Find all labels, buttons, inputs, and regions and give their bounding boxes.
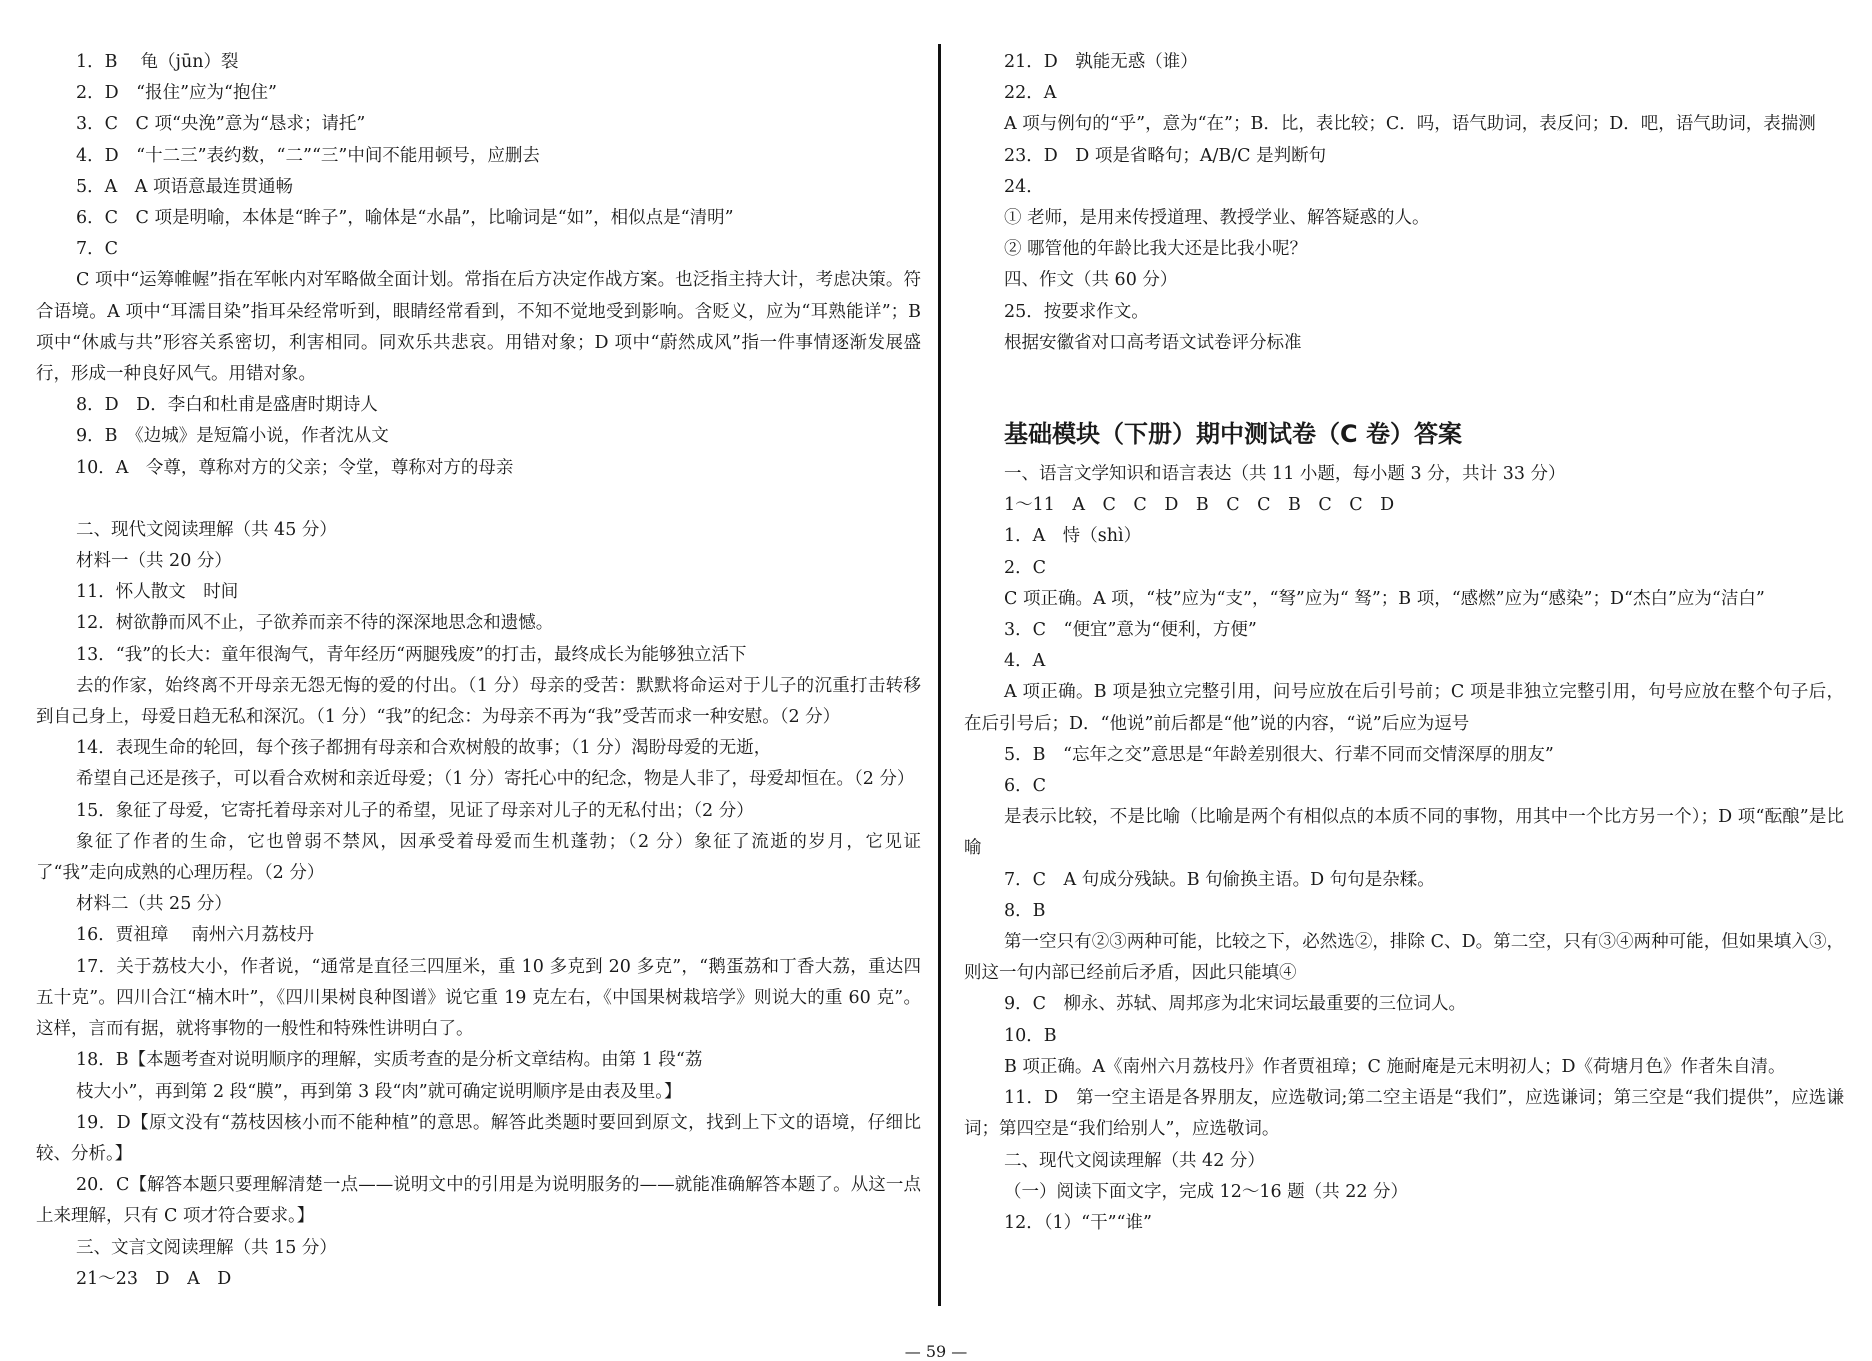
answer-line: 6．C C 项是明喻，本体是“眸子”，喻体是“水晶”，比喻词是“如”，相似点是“清明” <box>76 208 734 229</box>
answer-paragraph: A 项与例句的“乎”，意为“在”；B．比，表比较；C．吗，语气助词，表反问；D．吧，语气助词，表揣测 <box>1004 114 1816 135</box>
answer-line: 12．（1）“干”“谁” <box>1004 1212 1152 1233</box>
answer-line: 枝大小”，再到第 2 段“膜”，再到第 3 段“肉”就可确定说明顺序是由表及里。】 <box>76 1081 682 1102</box>
answer-line: （一）阅读下面文字，完成 12～16 题（共 22 分） <box>1004 1181 1409 1202</box>
answer-paragraph: 第一空只有②③两种可能，比较之下，必然选②，排除 C、D。第二空，只有③④两种可能，但如果填入③，则这一句内部已经前后矛盾，因此只能填④ <box>964 932 1844 984</box>
answer-line: 4．A <box>1004 651 1046 672</box>
answer-paragraph: C 项正确。A 项，“枝”应为“支”，“弩”应为“ 驽”；B 项，“感燃”应为“感染”；D“杰白”应为“洁白” <box>1004 588 1765 609</box>
answer-line: 二、现代文阅读理解（共 45 分） <box>76 519 337 540</box>
left-column <box>36 47 921 1295</box>
answer-line: 1．B 龟（jūn）裂 <box>76 52 239 72</box>
spacer <box>964 359 1844 417</box>
answer-line: 根据安徽省对口高考语文试卷评分标准 <box>1004 332 1302 353</box>
answer-line: 11．怀人散文 时间 <box>76 582 239 603</box>
answer-paragraph: 是表示比较，不是比喻（比喻是两个有相似点的本质不同的事物，用其中一个比方另一个）；D 项“酝酿”是比喻 <box>964 807 1844 859</box>
answer-paragraph: C 项中“运筹帷幄”指在军帐内对军略做全面计划。常指在后方决定作战方案。也泛指主持大计，考虑决策。符合语境。A 项中“耳濡目染”指耳朵经常听到，眼睛经常看到，不知不觉地受到影响。含贬义，应为“耳熟能详”；B 项中“休戚与共”形容关系密切，利害相同。同欢乐共悲哀。用错对象；D 项中“蔚然成风”指一件事情逐渐发展盛行，形成一种良好风气。用错对象。 <box>36 270 921 385</box>
section-heading: 基础模块（下册）期中测试卷（C 卷）答案 <box>1004 420 1462 449</box>
answer-paragraph: 11．D 第一空主语是各界朋友，应选敬词;第二空主语是“我们”，应选谦词；第三空是“我们提供”，应选谦词；第四空是“我们给别人”，应选敬词。 <box>964 1088 1844 1140</box>
answer-line: 21～23 D A D <box>76 1268 232 1289</box>
answer-line: 10．B <box>1004 1025 1057 1046</box>
answer-line: ① 老师，是用来传授道理、教授学业、解答疑惑的人。 <box>1004 208 1430 229</box>
answer-line: 21．D 孰能无惑（谁） <box>1004 52 1198 72</box>
answer-paragraph: 去的作家，始终离不开母亲无怨无悔的爱的付出。（1 分）母亲的受苦：默默将命运对于儿子的沉重打击转移到自己身上，母爱日趋无私和深沉。（1 分）“我”的纪念：为母亲不再为“我”受苦而求一种安慰。（2 分） <box>36 675 921 728</box>
answer-line: 希望自己还是孩子，可以看合欢树和亲近母爱；（1 分）寄托心中的纪念，物是人非了，母爱却恒在。（2 分） <box>76 769 915 790</box>
answer-line: 5．B “忘年之交”意思是“年龄差别很大、行辈不同而交情深厚的朋友” <box>1004 744 1554 765</box>
answer-line: 5．A A 项语意最连贯通畅 <box>76 176 293 197</box>
right-column <box>964 47 1844 1239</box>
answer-line: 材料一（共 20 分） <box>76 551 232 572</box>
answer-line: 18．B【本题考查对说明顺序的理解，实质考查的是分析文章结构。由第 1 段“荔 <box>76 1050 703 1071</box>
answer-line: 三、文言文阅读理解（共 15 分） <box>76 1237 337 1258</box>
answer-line: 13．“我”的长大：童年很淘气，青年经历“两腿残废”的打击，最终成长为能够独立活下 <box>76 644 747 665</box>
answer-line: ② 哪管他的年龄比我大还是比我小呢？ <box>1004 239 1308 260</box>
answer-paragraph: B 项正确。A《南州六月荔枝丹》作者贾祖璋；C 施耐庵是元末明初人；D《荷塘月色》作者朱自清。 <box>1004 1056 1786 1077</box>
answer-paragraph: 19．D【原文没有“荔枝因核小而不能种植”的意思。解答此类题时要回到原文，找到上下文的语境，仔细比较、分析。】 <box>36 1112 921 1164</box>
answer-line: 7．C A 句成分残缺。B 句偷换主语。D 句句是杂糅。 <box>1004 869 1435 890</box>
answer-line: 二、现代文阅读理解（共 42 分） <box>1004 1150 1265 1171</box>
answer-line: 14．表现生命的轮回，每个孩子都拥有母亲和合欢树般的故事；（1 分）渴盼母爱的无逝， <box>76 738 772 759</box>
answer-line: 6．C <box>1004 776 1047 797</box>
answer-line: 3．C “便宜”意为“便利，方便” <box>1004 620 1257 641</box>
answer-line: 7．C <box>76 239 119 260</box>
answer-paragraph: 17．关于荔枝大小，作者说，“通常是直径三四厘米，重 10 多克到 20 多克”，“鹅蛋荔和丁香大荔，重达四五十克”。四川合江“楠木叶”，《四川果树良种图谱》说它重 19 克左右，《中国果树栽培学》则说大的重 60 克”。这样，言而有据，就将事物的一般性和特殊性讲明白了。 <box>36 956 921 1040</box>
answer-line: 8．D D．李白和杜甫是盛唐时期诗人 <box>76 395 378 416</box>
answer-line: 10．A 令尊，尊称对方的父亲；令堂，尊称对方的母亲 <box>76 457 514 478</box>
answer-line: 22．A <box>1004 83 1057 104</box>
answer-line: 23．D D 项是省略句；A/B/C 是判断句 <box>1004 145 1327 166</box>
spacer <box>36 484 921 515</box>
answer-line: 一、语言文学知识和语言表达（共 11 小题，每小题 3 分，共计 33 分） <box>1004 464 1566 485</box>
answer-line: 2．D “报住”应为“抱住” <box>76 83 277 104</box>
answer-line: 8．B <box>1004 900 1046 921</box>
answer-line: 材料二（共 25 分） <box>76 894 232 915</box>
answer-line: 16．贾祖璋 南州六月荔枝丹 <box>76 925 314 946</box>
answer-line: 1．A 恃（shì） <box>1004 526 1142 547</box>
column-divider <box>938 44 941 1306</box>
answer-line: 4．D “十二三”表约数，“二”“三”中间不能用顿号，应删去 <box>76 145 540 166</box>
answer-line: 3．C C 项“央浼”意为“恳求；请托” <box>76 114 366 135</box>
answer-line: 15．象征了母爱，它寄托着母亲对儿子的希望，见证了母亲对儿子的无私付出；（2 分） <box>76 800 754 821</box>
answer-line: 9．B 《边城》是短篇小说，作者沈从文 <box>76 426 389 447</box>
answer-line: 9．C 柳永、苏轼、周邦彦为北宋词坛最重要的三位词人。 <box>1004 994 1467 1015</box>
page-number: — 59 — <box>904 1342 968 1361</box>
answer-line: 24． <box>1004 176 1044 197</box>
answer-line: 2．C <box>1004 557 1047 578</box>
answer-line: 12．树欲静而风不止，子欲养而亲不待的深深地思念和遗憾。 <box>76 613 554 634</box>
answer-line: 25．按要求作文。 <box>1004 301 1149 322</box>
answer-line: 1～11 A C C D B C C B C C D <box>1004 495 1395 516</box>
answer-line: 四、作文（共 60 分） <box>1004 270 1178 291</box>
answer-paragraph: 20．C【解答本题只要理解清楚一点——说明文中的引用是为说明服务的——就能准确解答本题了。从这一点上来理解，只有 C 项才符合要求。】 <box>36 1175 921 1227</box>
answer-paragraph: 象征了作者的生命，它也曾弱不禁风，因承受着母爱而生机蓬勃；（2 分）象征了流逝的岁月，它见证了“我”走向成熟的心理历程。（2 分） <box>36 831 921 884</box>
answer-paragraph: A 项正确。B 项是独立完整引用，问号应放在后引号前；C 项是非独立完整引用，句号应放在整个句子后，在后引号后；D．“他说”前后都是“他”说的内容，“说”后应为逗号 <box>964 682 1844 734</box>
